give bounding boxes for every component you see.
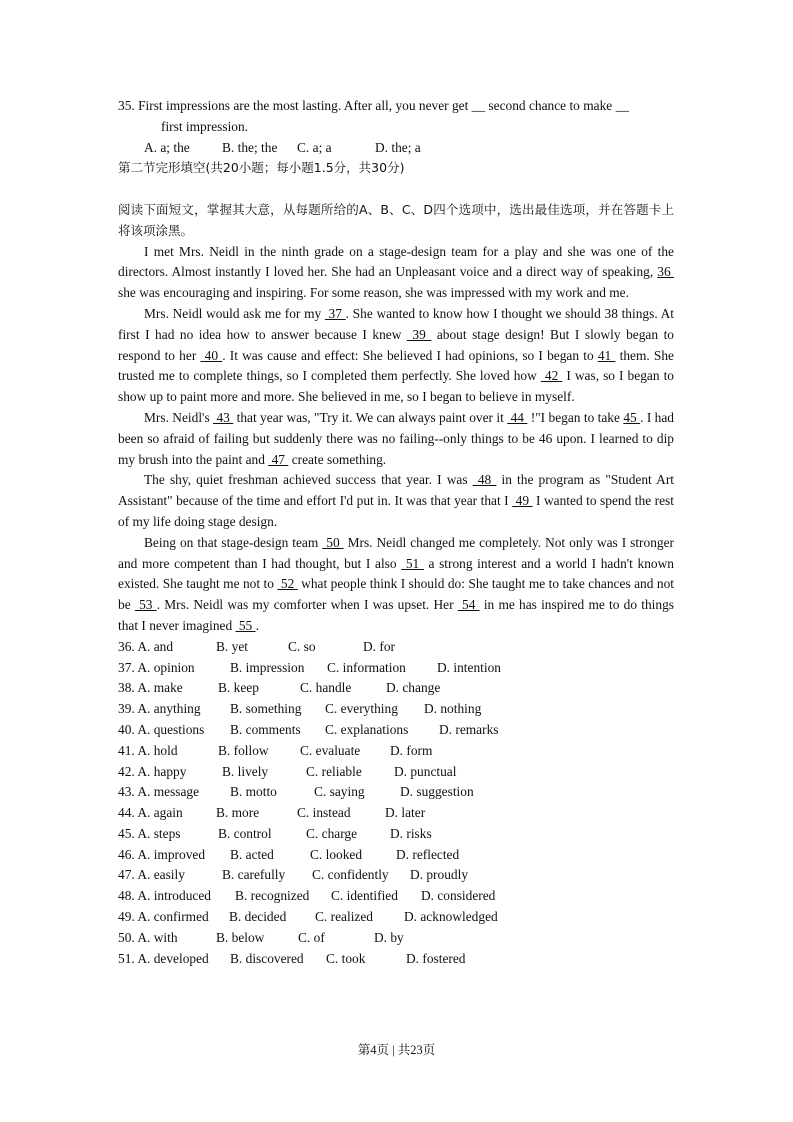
option-d: D. the; a	[375, 139, 421, 155]
question-35-stem: 35. First impressions are the most lasting. After all, you never get __ second chance to make __	[118, 98, 629, 113]
passage-text: The shy, quiet freshman achieved success that year. I was	[144, 472, 473, 488]
option-choice: D. fostered	[406, 950, 466, 966]
option-choice: C. explanations	[325, 721, 409, 737]
option-row	[118, 886, 674, 907]
passage-text: she was encouraging and inspiring. For some reason, she was impressed with my work and me.	[118, 285, 629, 301]
option-choice: B. discovered	[230, 950, 304, 966]
passage-text: create something.	[288, 451, 387, 467]
blank: 50	[322, 534, 344, 550]
option-row	[118, 949, 674, 970]
option-choice: C. instead	[297, 805, 351, 821]
option-choice: D. form	[390, 742, 433, 758]
option-choice: B. below	[216, 929, 265, 945]
cloze-options	[118, 637, 674, 970]
passage-text: about stage design! But I slowly began to respond to her	[118, 326, 674, 363]
option-choice: B. acted	[230, 846, 274, 862]
passage-text: Mrs. Neidl's	[144, 409, 214, 425]
option-choice: C. saying	[314, 784, 365, 800]
option-choice: 39. A. anything	[118, 701, 201, 717]
passage-text: . It was cause and effect: She believed I had opinions, so I began to	[222, 347, 598, 363]
blank: 49	[512, 493, 533, 509]
instructions: 阅读下面短文，掌握其大意，从每题所给的A、B、C、D四个选项中，选出最佳选项，并在答题卡上将该项涂黑。	[118, 201, 674, 238]
blank: 51	[401, 555, 424, 571]
passage-text: I wanted to spend the rest of my life doing stage design.	[118, 493, 674, 529]
option-choice: 36. A. and	[118, 638, 174, 654]
option-row	[118, 637, 674, 658]
option-choice: 37. A. opinion	[118, 659, 195, 675]
blank: 42	[540, 368, 563, 384]
cloze-passage	[118, 242, 674, 637]
passage-text: . Mrs. Neidl was my comforter when I was upset. Her	[156, 597, 458, 613]
option-row	[118, 741, 674, 762]
option-choice: C. so	[288, 638, 316, 654]
option-row	[118, 845, 674, 866]
option-a: A. a; the	[144, 139, 190, 155]
option-choice: D. remarks	[439, 721, 499, 737]
blank: 41	[597, 347, 616, 363]
option-choice: C. took	[326, 950, 366, 966]
option-choice: 46. A. improved	[118, 846, 206, 862]
option-row	[118, 720, 674, 741]
blank: 43	[213, 409, 234, 425]
option-choice: 38. A. make	[118, 680, 183, 696]
blank: 37	[324, 305, 346, 321]
option-choice: B. follow	[218, 742, 269, 758]
option-choice: 43. A. message	[118, 784, 200, 800]
option-choice: D. by	[374, 929, 404, 945]
option-choice: C. looked	[310, 846, 363, 862]
option-choice: B. comments	[230, 721, 301, 737]
option-choice: B. keep	[218, 680, 259, 696]
option-row	[118, 928, 674, 949]
option-choice: C. evaluate	[300, 742, 361, 758]
passage-text: I was, so I began to show up to paint more and more. She believed in me, so I began to believe in myself.	[118, 368, 674, 405]
option-choice: B. lively	[222, 763, 269, 779]
passage-text: in the program as "Student Art Assistant" because of the time and effort I'd put in. It was that year that I	[118, 472, 674, 509]
option-choice: D. suggestion	[400, 784, 474, 800]
option-choice: D. risks	[390, 825, 432, 841]
option-choice: D. punctual	[394, 763, 457, 779]
passage-paragraph	[118, 408, 674, 470]
option-choice: C. reliable	[306, 763, 362, 779]
option-choice: 40. A. questions	[118, 721, 205, 737]
option-row	[118, 824, 674, 845]
option-choice: C. identified	[331, 888, 398, 904]
option-choice: 42. A. happy	[118, 763, 187, 779]
option-choice: D. for	[363, 638, 395, 654]
option-choice: C. information	[327, 659, 406, 675]
passage-text: them. She trusted me to complete things, so I completed them perfectly. She loved how	[118, 347, 674, 384]
option-choice: C. of	[298, 929, 325, 945]
option-choice: 47. A. easily	[118, 867, 185, 883]
option-row	[118, 658, 674, 679]
option-choice: D. intention	[437, 659, 501, 675]
passage-text: !"I began to take	[527, 409, 624, 425]
passage-text: . I had been so afraid of failing but suddenly there was no failing--only things to be 46 upon. I learned to dip my brush into the paint and	[118, 409, 675, 467]
option-choice: 48. A. introduced	[118, 888, 211, 904]
section-title: 第二节完形填空(共20小题；每小题1.5分，共30分)	[118, 160, 405, 176]
option-choice: D. nothing	[424, 701, 482, 717]
option-row	[118, 803, 674, 824]
passage-text: Being on that stage-design team	[144, 534, 323, 550]
option-choice: B. more	[216, 805, 260, 821]
passage-text: that year was, "Try it. We can always paint over it	[233, 409, 508, 425]
passage-paragraph	[118, 242, 674, 304]
passage-paragraph	[118, 470, 674, 532]
option-choice: B. carefully	[222, 867, 286, 883]
option-choice: D. later	[385, 805, 426, 821]
page-content	[118, 96, 674, 969]
option-choice: C. everything	[325, 701, 398, 717]
passage-text: . She wanted to know how I thought we should 38 things. At first I had no idea how to answer because I knew	[118, 305, 674, 342]
option-choice: 49. A. confirmed	[118, 909, 209, 925]
option-choice: D. reflected	[396, 846, 460, 862]
passage-paragraph	[118, 533, 674, 637]
blank: 53	[134, 597, 157, 613]
blank: 48	[472, 472, 497, 488]
option-row	[118, 907, 674, 928]
option-choice: D. proudly	[410, 867, 469, 883]
page-footer: 第4页 | 共23页	[357, 1043, 436, 1057]
blank: 45	[623, 409, 641, 425]
option-row	[118, 782, 674, 803]
option-choice: B. motto	[230, 784, 277, 800]
question-35-stem-cont: first impression.	[161, 118, 249, 134]
blank: 54	[457, 597, 480, 613]
blank: 44	[507, 409, 528, 425]
blank: 55	[235, 617, 256, 633]
option-choice: C. charge	[306, 825, 358, 841]
option-row	[118, 762, 674, 783]
passage-text: a strong interest and a world I hadn't known existed. She taught me not to	[118, 555, 674, 592]
blank: 36	[657, 264, 674, 280]
option-choice: 45. A. steps	[118, 825, 181, 841]
passage-text: Mrs. Neidl changed me completely. Not only was I stronger and more competent than I had thought, but I also	[118, 534, 675, 571]
option-choice: C. confidently	[312, 867, 389, 883]
option-c: C. a; a	[297, 139, 332, 155]
option-choice: C. realized	[315, 909, 373, 925]
passage-paragraph	[118, 304, 674, 408]
option-choice: B. something	[230, 701, 302, 717]
passage-text: in me has inspired me to do things that I never imagined	[118, 597, 674, 633]
option-b: B. the; the	[222, 139, 278, 155]
blank: 39	[406, 326, 432, 342]
passage-text: Mrs. Neidl would ask me for my	[144, 305, 325, 321]
option-choice: D. acknowledged	[404, 909, 498, 925]
option-choice: 41. A. hold	[118, 742, 178, 758]
option-choice: 51. A. developed	[118, 950, 209, 966]
option-row	[118, 678, 674, 699]
blank: 40	[200, 347, 223, 363]
option-choice: 50. A. with	[118, 929, 178, 945]
option-choice: B. yet	[216, 638, 248, 654]
passage-text: what people think I should do: She taught me to take chances and not be	[118, 576, 674, 613]
option-choice: B. control	[218, 825, 272, 841]
question-35	[118, 96, 674, 158]
blank: 47	[268, 451, 289, 467]
option-choice: B. recognized	[235, 888, 310, 904]
option-choice: B. decided	[229, 909, 287, 925]
option-row	[118, 699, 674, 720]
question-35-options	[118, 138, 674, 159]
option-choice: C. handle	[300, 680, 352, 696]
passage-text: .	[255, 617, 259, 633]
option-choice: B. impression	[230, 659, 305, 675]
option-choice: D. considered	[421, 888, 496, 904]
blank: 52	[277, 576, 298, 592]
option-choice: 44. A. again	[118, 805, 183, 821]
option-row	[118, 865, 674, 886]
option-choice: D. change	[386, 680, 441, 696]
passage-text: I met Mrs. Neidl in the ninth grade on a stage-design team for a play and she was one of the directors. Almost instantly I loved her. She had an Unpleasant voice and a direct way of speaking,	[118, 243, 674, 280]
